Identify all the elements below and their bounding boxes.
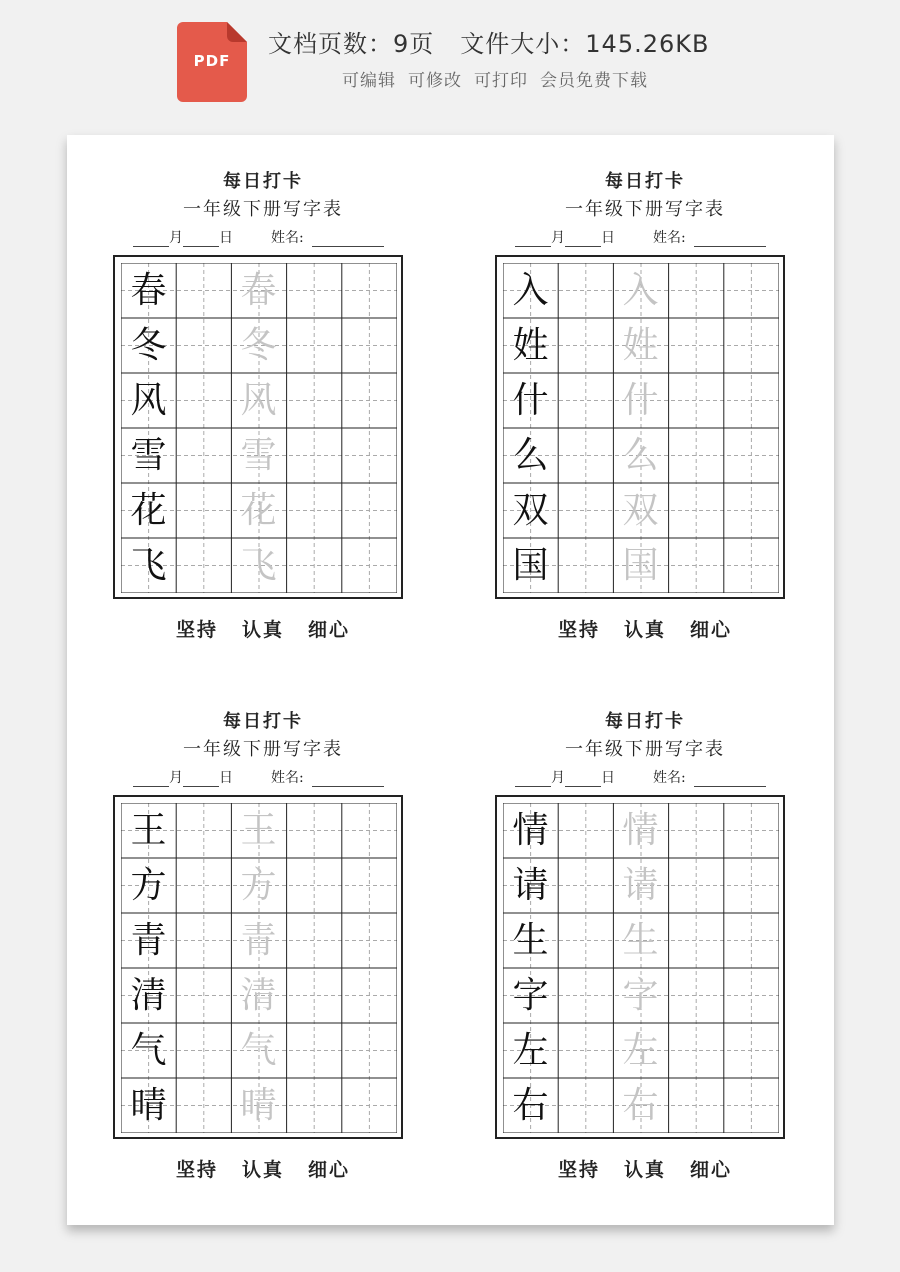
sheet-title: 每日打卡 [223,171,303,192]
trace-character: 雪 [240,435,277,476]
motto-word: 认真 [623,1159,666,1181]
model-character: 什 [512,380,549,421]
model-character: 青 [130,920,167,961]
feature-editable: 可编辑 [342,71,396,91]
pdf-file-icon [177,22,247,102]
trace-character: 春 [240,270,277,311]
pdf-icon-label: PDF [193,52,231,70]
trace-character: 么 [622,435,659,476]
date-name-line [515,767,795,787]
practice-sheet [113,167,413,647]
trace-character: 请 [622,865,659,906]
sheet-title: 每日打卡 [605,171,685,192]
trace-character: 双 [622,490,659,531]
motto-word: 坚持 [557,1159,600,1181]
trace-character: 生 [622,920,659,961]
motto-word: 认真 [623,619,666,641]
motto-word: 坚持 [557,619,600,641]
model-character: 晴 [130,1085,167,1126]
model-character: 字 [512,975,549,1016]
practice-sheet [495,707,795,1187]
motto-word: 认真 [241,1159,284,1181]
model-character: 情 [512,810,549,851]
writing-grid [495,795,785,1139]
writing-grid-inner [503,803,779,1133]
model-character: 方 [130,865,167,906]
trace-character: 风 [240,380,277,421]
motto [495,1155,795,1182]
name-label: 姓名: [653,770,686,786]
day-label: 日 [601,230,615,246]
practice-sheet [113,707,413,1187]
motto-word: 细心 [690,1159,733,1181]
sheet-subtitle: 一年级下册写字表 [183,199,343,220]
trace-character: 青 [240,920,277,961]
month-label: 月 [169,770,183,786]
trace-character: 清 [240,975,277,1016]
name-label: 姓名: [653,230,686,246]
sheet-title: 每日打卡 [223,711,303,732]
motto [495,615,795,642]
day-blank [565,232,601,247]
motto-word: 细心 [308,619,351,641]
day-label: 日 [219,230,233,246]
trace-character: 冬 [240,325,277,366]
model-character: 冬 [130,325,167,366]
writing-grid-inner [121,803,397,1133]
month-blank [133,772,169,787]
motto-word: 坚持 [175,1159,218,1181]
name-label: 姓名: [271,230,304,246]
month-label: 月 [169,230,183,246]
trace-character: 右 [622,1085,659,1126]
trace-character: 飞 [240,545,277,586]
name-label: 姓名: [271,770,304,786]
practice-sheet [495,167,795,647]
day-blank [183,772,219,787]
trace-character: 气 [240,1030,277,1071]
name-blank [312,232,384,247]
month-label: 月 [551,230,565,246]
model-character: 花 [130,490,167,531]
feature-printable: 可打印 [474,71,528,91]
date-name-line [515,227,795,247]
model-character: 姓 [512,325,549,366]
month-blank [515,772,551,787]
writing-grid-inner [503,263,779,593]
model-character: 王 [130,810,167,851]
trace-character: 晴 [240,1085,277,1126]
model-character: 国 [512,545,549,586]
model-character: 风 [130,380,167,421]
day-label: 日 [219,770,233,786]
date-name-line [133,227,413,247]
month-label: 月 [551,770,565,786]
model-character: 生 [512,920,549,961]
trace-character: 情 [622,810,659,851]
sheet-subtitle: 一年级下册写字表 [565,199,725,220]
feature-free-download: 会员免费下载 [540,71,648,91]
day-blank [183,232,219,247]
writing-grid-inner [121,263,397,593]
model-character: 请 [512,865,549,906]
trace-character: 姓 [622,325,659,366]
trace-character: 什 [622,380,659,421]
file-size: 文件大小：145.26KB [460,30,710,58]
model-character: 雪 [130,435,167,476]
feature-list [342,66,660,91]
motto [113,1155,413,1182]
trace-character: 左 [622,1030,659,1071]
motto [113,615,413,642]
page-count: 文档页数：9页 [268,30,435,58]
name-blank [694,232,766,247]
writing-grid [113,255,403,599]
date-name-line [133,767,413,787]
model-character: 清 [130,975,167,1016]
day-blank [565,772,601,787]
document-info-header [0,0,900,120]
trace-character: 王 [240,810,277,851]
trace-character: 方 [240,865,277,906]
day-label: 日 [601,770,615,786]
model-character: 左 [512,1030,549,1071]
sheet-subtitle: 一年级下册写字表 [183,739,343,760]
motto-word: 细心 [308,1159,351,1181]
model-character: 么 [512,435,549,476]
name-blank [312,772,384,787]
motto-word: 坚持 [175,619,218,641]
model-character: 春 [130,270,167,311]
month-blank [515,232,551,247]
model-character: 入 [512,270,549,311]
month-blank [133,232,169,247]
trace-character: 入 [622,270,659,311]
sheet-subtitle: 一年级下册写字表 [565,739,725,760]
writing-grid [495,255,785,599]
document-page [67,135,834,1225]
trace-character: 字 [622,975,659,1016]
model-character: 飞 [130,545,167,586]
motto-word: 细心 [690,619,733,641]
feature-modifiable: 可修改 [408,71,462,91]
model-character: 气 [130,1030,167,1071]
motto-word: 认真 [241,619,284,641]
trace-character: 花 [240,490,277,531]
model-character: 右 [512,1085,549,1126]
model-character: 双 [512,490,549,531]
name-blank [694,772,766,787]
writing-grid [113,795,403,1139]
sheet-title: 每日打卡 [605,711,685,732]
trace-character: 国 [622,545,659,586]
document-meta [268,24,709,59]
